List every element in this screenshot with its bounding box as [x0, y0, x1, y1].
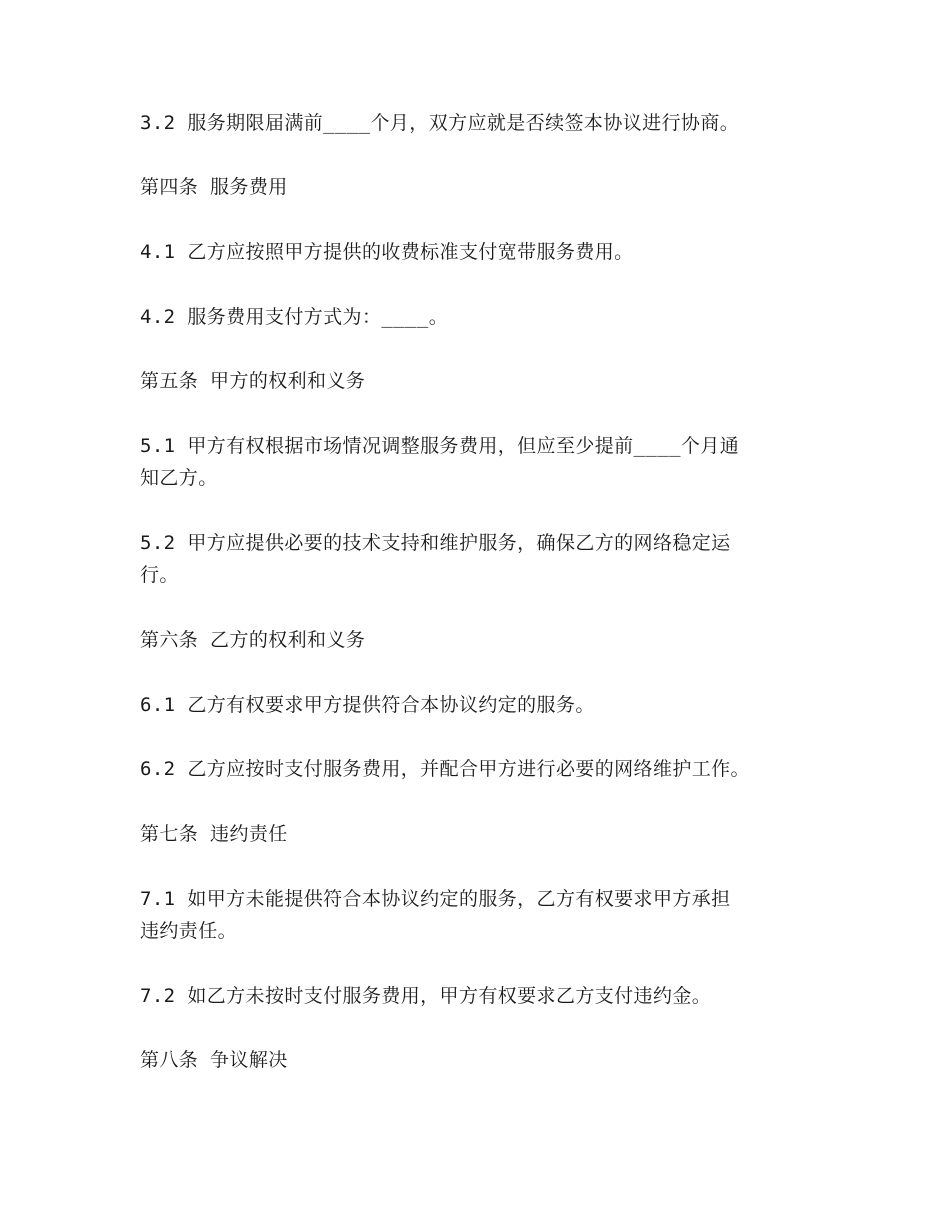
- article-7-heading: 第七条 违约责任: [140, 823, 288, 845]
- clause-7-1-line-1: 7.1 如甲方未能提供符合本协议约定的服务，乙方有权要求甲方承担: [140, 888, 731, 910]
- article-8-heading: 第八条 争议解决: [140, 1049, 288, 1071]
- clause-3-2: 3.2 服务期限届满前____个月，双方应就是否续签本协议进行协商。: [140, 112, 740, 134]
- clause-6-1: 6.1 乙方有权要求甲方提供符合本协议约定的服务。: [140, 694, 595, 716]
- clause-6-2: 6.2 乙方应按时支付服务费用，并配合甲方进行必要的网络维护工作。: [140, 758, 750, 780]
- clause-5-1-line-2: 知乙方。: [140, 467, 218, 489]
- clause-5-2-line-2: 行。: [140, 564, 179, 586]
- clause-4-2: 4.2 服务费用支付方式为：____。: [140, 306, 449, 328]
- article-5-heading: 第五条 甲方的权利和义务: [140, 370, 366, 392]
- clause-7-1-line-2: 违约责任。: [140, 920, 238, 942]
- article-4-heading: 第四条 服务费用: [140, 176, 288, 198]
- article-6-heading: 第六条 乙方的权利和义务: [140, 629, 366, 651]
- clause-4-1: 4.1 乙方应按照甲方提供的收费标准支付宽带服务费用。: [140, 241, 634, 263]
- clause-5-2-line-1: 5.2 甲方应提供必要的技术支持和维护服务，确保乙方的网络稳定运: [140, 532, 731, 554]
- clause-7-2: 7.2 如乙方未按时支付服务费用，甲方有权要求乙方支付违约金。: [140, 985, 712, 1007]
- clause-5-1-line-1: 5.1 甲方有权根据市场情况调整服务费用，但应至少提前____个月通: [140, 435, 740, 457]
